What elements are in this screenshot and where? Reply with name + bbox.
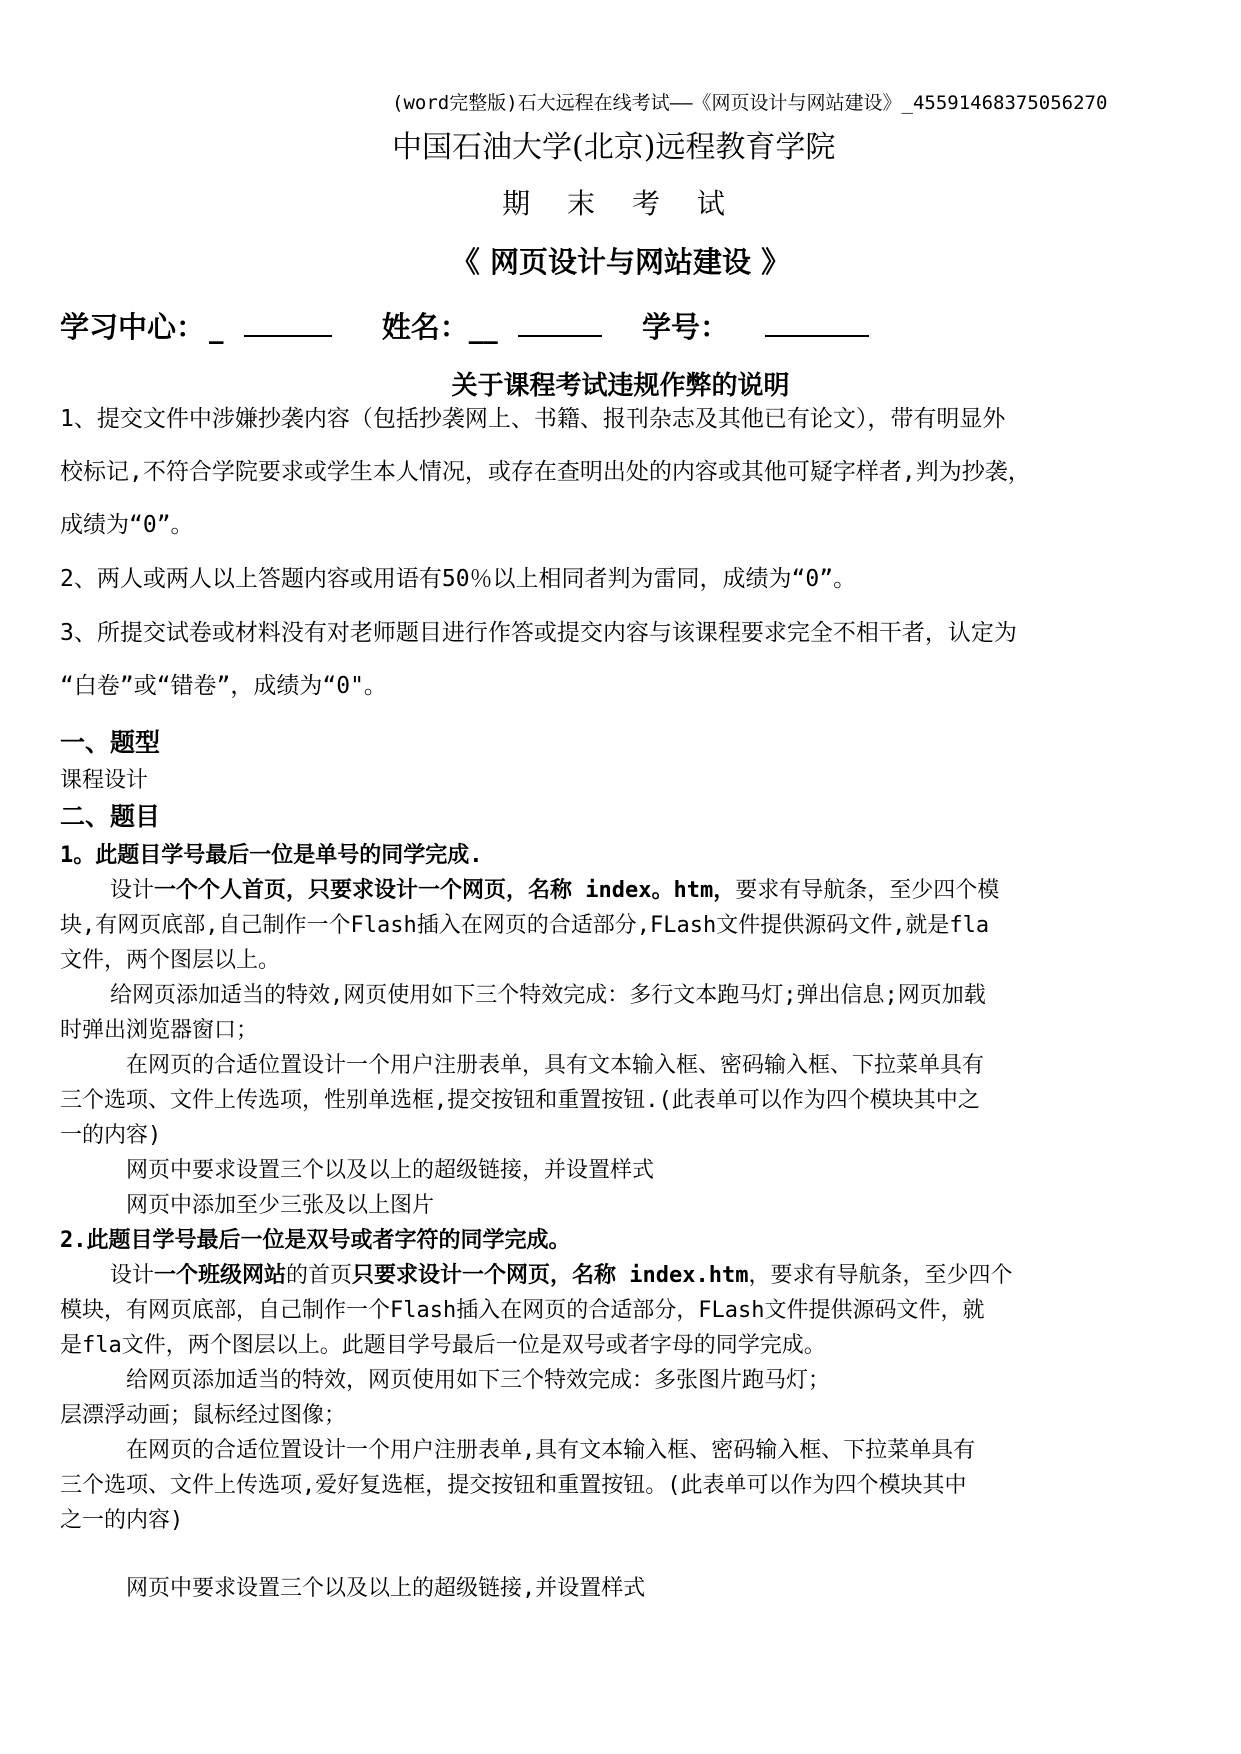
name-value: __ bbox=[468, 310, 498, 344]
q2-paragraph-4: 网页中要求设置三个以及以上的超级链接,并设置样式 bbox=[126, 1576, 646, 1601]
question-2-title: 2.此题目学号最后一位是双号或者字符的同学完成。 bbox=[60, 1228, 571, 1253]
question-1-title: 1。此题目学号最后一位是单号的同学完成. bbox=[60, 843, 483, 868]
notice-line-5: 3、所提交试卷或材料没有对老师题目进行作答或提交内容与该课程要求完全不相干者，认定为 bbox=[60, 620, 1017, 646]
q2-paragraph-3-line-2: 三个选项、文件上传选项,爱好复选框，提交按钮和重置按钮。(此表单可以作为四个模块其中 bbox=[60, 1473, 967, 1498]
study-center-label: 学习中心： bbox=[60, 310, 206, 344]
section-1-heading: 一、题型 bbox=[60, 728, 161, 757]
section-2-heading: 二、题目 bbox=[60, 802, 161, 831]
q2-p1-rest: ，要求有导航条，至少四个 bbox=[748, 1263, 1013, 1288]
q2-p1-prefix: 设计 bbox=[110, 1263, 155, 1288]
q2-paragraph-3-line-3: 之一的内容) bbox=[60, 1508, 184, 1533]
q1-paragraph-2-line-1: 给网页添加适当的特效,网页使用如下三个特效完成：多行文本跑马灯;弹出信息;网页加载 bbox=[110, 983, 986, 1008]
school-name: 中国石油大学(北京)远程教育学院 bbox=[392, 130, 836, 165]
q1-paragraph-3-line-3: 一的内容) bbox=[60, 1123, 162, 1148]
exam-type-title: 期 末 考 试 bbox=[502, 187, 739, 220]
q1-paragraph-3-line-2: 三个选项、文件上传选项，性别单选框,提交按钮和重置按钮.(此表单可以作为四个模块其中之 bbox=[60, 1088, 980, 1113]
q1-paragraph-1-line-2: 块,有网页底部,自己制作一个Flash插入在网页的合适部分,FLash文件提供源码文件,就是fla bbox=[60, 913, 990, 938]
q1-paragraph-4: 网页中要求设置三个以及以上的超级链接，并设置样式 bbox=[126, 1158, 655, 1183]
name-label: 姓名： bbox=[381, 310, 469, 344]
q1-paragraph-2-line-2: 时弹出浏览器窗口； bbox=[60, 1018, 259, 1043]
notice-line-2: 校标记,不符合学院要求或学生本人情况，或存在查明出处的内容或其他可疑字样者,判为抄袭， bbox=[60, 459, 1031, 485]
notice-line-6: “白卷”或“错卷”，成绩为“0"。 bbox=[60, 673, 387, 699]
student-id-blank bbox=[765, 309, 869, 337]
student-info-row bbox=[60, 305, 869, 346]
notice-line-4: 2、两人或两人以上答题内容或用语有50％以上相同者判为雷同，成绩为“0”。 bbox=[60, 566, 857, 592]
q1-paragraph-1-line-1 bbox=[110, 873, 999, 904]
q1-paragraph-5: 网页中添加至少三张及以上图片 bbox=[126, 1193, 435, 1218]
q2-paragraph-3-line-1: 在网页的合适位置设计一个用户注册表单,具有文本输入框、密码输入框、下拉菜单具有 bbox=[126, 1438, 976, 1463]
study-center-value: _ bbox=[209, 310, 224, 344]
q1-p1-rest: 要求有导航条，至少四个模 bbox=[735, 878, 1000, 903]
section-1-content: 课程设计 bbox=[60, 768, 149, 793]
notice-title: 关于课程考试违规作弊的说明 bbox=[451, 371, 790, 401]
study-center-blank bbox=[244, 309, 332, 337]
q2-paragraph-2-line-1: 给网页添加适当的特效，网页使用如下三个特效完成：多张图片跑马灯； bbox=[126, 1368, 831, 1393]
q2-paragraph-1-line-3: 是fla文件，两个图层以上。此题目学号最后一位是双号或者字母的同学完成。 bbox=[60, 1333, 826, 1358]
course-title: 《 网页设计与网站建设 》 bbox=[450, 245, 791, 279]
q2-p1-bold-1: 一个班级网站 bbox=[154, 1263, 287, 1288]
q1-p1-prefix: 设计 bbox=[110, 878, 155, 903]
q1-paragraph-3-line-1: 在网页的合适位置设计一个用户注册表单，具有文本输入框、密码输入框、下拉菜单具有 bbox=[126, 1053, 985, 1078]
q1-paragraph-1-line-3: 文件，两个图层以上。 bbox=[60, 948, 281, 973]
q2-paragraph-1-line-1 bbox=[110, 1258, 1013, 1289]
q1-p1-bold: 一个个人首页，只要求设计一个网页，名称 index。htm， bbox=[154, 878, 736, 903]
student-id-label: 学号： bbox=[641, 310, 729, 344]
q2-p1-bold-2: 只要求设计一个网页，名称 index.htm bbox=[352, 1263, 749, 1288]
q2-paragraph-2-line-2: 层漂浮动画；鼠标经过图像； bbox=[60, 1403, 347, 1428]
notice-line-3: 成绩为“0”。 bbox=[60, 512, 194, 538]
q2-paragraph-1-line-2: 模块，有网页底部，自己制作一个Flash插入在网页的合适部分，FLash文件提供源码文件，就 bbox=[60, 1298, 985, 1323]
document-header-reference: (word完整版)石大远程在线考试——《网页设计与网站建设》_45591468375056270 bbox=[392, 92, 1108, 114]
name-blank bbox=[518, 309, 602, 337]
q2-p1-mid: 的首页 bbox=[286, 1263, 353, 1288]
notice-line-1: 1、提交文件中涉嫌抄袭内容（包括抄袭网上、书籍、报刊杂志及其他已有论文），带有明显外 bbox=[60, 406, 1006, 432]
